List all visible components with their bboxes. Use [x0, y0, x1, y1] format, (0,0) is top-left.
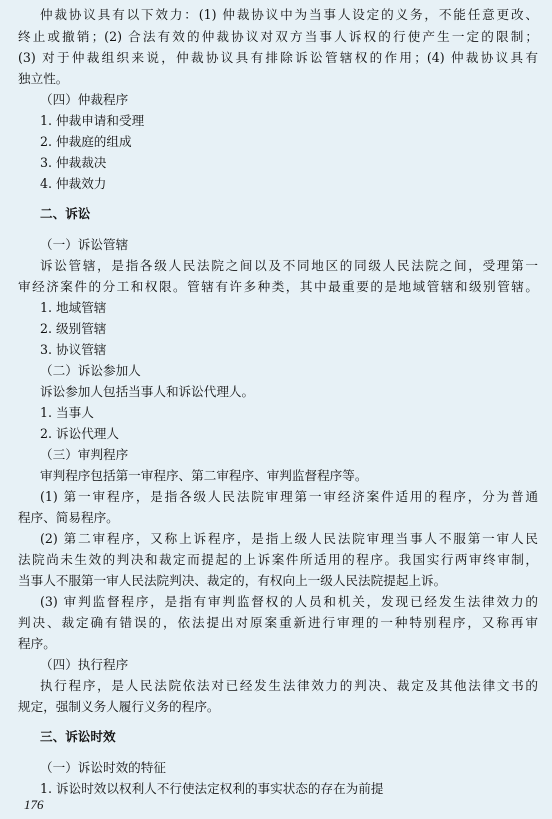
list-item: 4. 仲裁效力	[40, 176, 107, 191]
text-line: (3) 审判监督程序，是指有审判监督权的人员和机关，发现已经发生法律效力的	[40, 594, 538, 609]
text-line: 判决、裁定确有错误的，依法提出对原案重新进行审理的一种特别程序，又称再审	[18, 615, 538, 630]
subsection-heading: （四）执行程序	[40, 657, 129, 672]
text-line: 程序。	[18, 636, 56, 651]
text-line: 诉讼管辖，是指各级人民法院之间以及不同地区的同级人民法院之间，受理第一	[40, 258, 538, 273]
list-item: 2. 仲裁庭的组成	[40, 134, 132, 149]
text-line: 终止或撤销；(2) 合法有效的仲裁协议对双方当事人诉权的行使产生一定的限制；	[18, 29, 538, 44]
subsection-heading: （二）诉讼参加人	[40, 363, 141, 378]
list-item: 2. 诉讼代理人	[40, 426, 119, 441]
text-line: 执行程序，是人民法院依法对已经发生法律效力的判决、裁定及其他法律文书的	[40, 678, 538, 693]
text-line: 法院尚未生效的判决和裁定而提起的上诉案件所适用的程序。我国实行两审终审制，	[18, 552, 538, 567]
list-item: 1. 仲裁申请和受理	[40, 113, 145, 128]
text-line: 当事人不服第一审人民法院判决、裁定的，有权向上一级人民法院提起上诉。	[18, 573, 447, 588]
list-item: 1. 诉讼时效以权利人不行使法定权利的事实状态的存在为前提	[40, 781, 384, 796]
text-line: 审判程序包括第一审程序、第二审程序、审判监督程序等。	[40, 468, 368, 483]
section-heading: 三、诉讼时效	[40, 729, 116, 744]
subsection-heading: （三）审判程序	[40, 447, 129, 462]
text-line: (2) 第二审程序，又称上诉程序，是指上级人民法院审理当事人不服第一审人民	[40, 531, 538, 546]
list-item: 3. 仲裁裁决	[40, 155, 107, 170]
text-line: 仲裁协议具有以下效力：(1) 仲裁协议中为当事人设定的义务，不能任意更改、	[40, 7, 538, 22]
text-line: 审经济案件的分工和权限。管辖有许多种类，其中最重要的是地域管辖和级别管辖。	[18, 279, 538, 294]
list-item: 2. 级别管辖	[40, 321, 107, 336]
text-line: 独立性。	[18, 71, 69, 86]
subsection-heading: （一）诉讼时效的特征	[40, 760, 166, 775]
subsection-heading: （四）仲裁程序	[40, 92, 129, 107]
list-item: 1. 地域管辖	[40, 300, 107, 315]
text-line: (3) 对于仲裁组织来说，仲裁协议具有排除诉讼管辖权的作用；(4) 仲裁协议具有	[18, 50, 538, 65]
text-line: 程序、简易程序。	[18, 510, 119, 525]
list-item: 3. 协议管辖	[40, 342, 107, 357]
section-heading: 二、诉讼	[40, 206, 91, 221]
page-number: 176	[24, 797, 44, 812]
text-line: (1) 第一审程序，是指各级人民法院审理第一审经济案件适用的程序，分为普通	[40, 489, 538, 504]
subsection-heading: （一）诉讼管辖	[40, 237, 129, 252]
text-line: 诉讼参加人包括当事人和诉讼代理人。	[40, 384, 255, 399]
list-item: 1. 当事人	[40, 405, 94, 420]
text-line: 规定，强制义务人履行义务的程序。	[18, 699, 220, 714]
